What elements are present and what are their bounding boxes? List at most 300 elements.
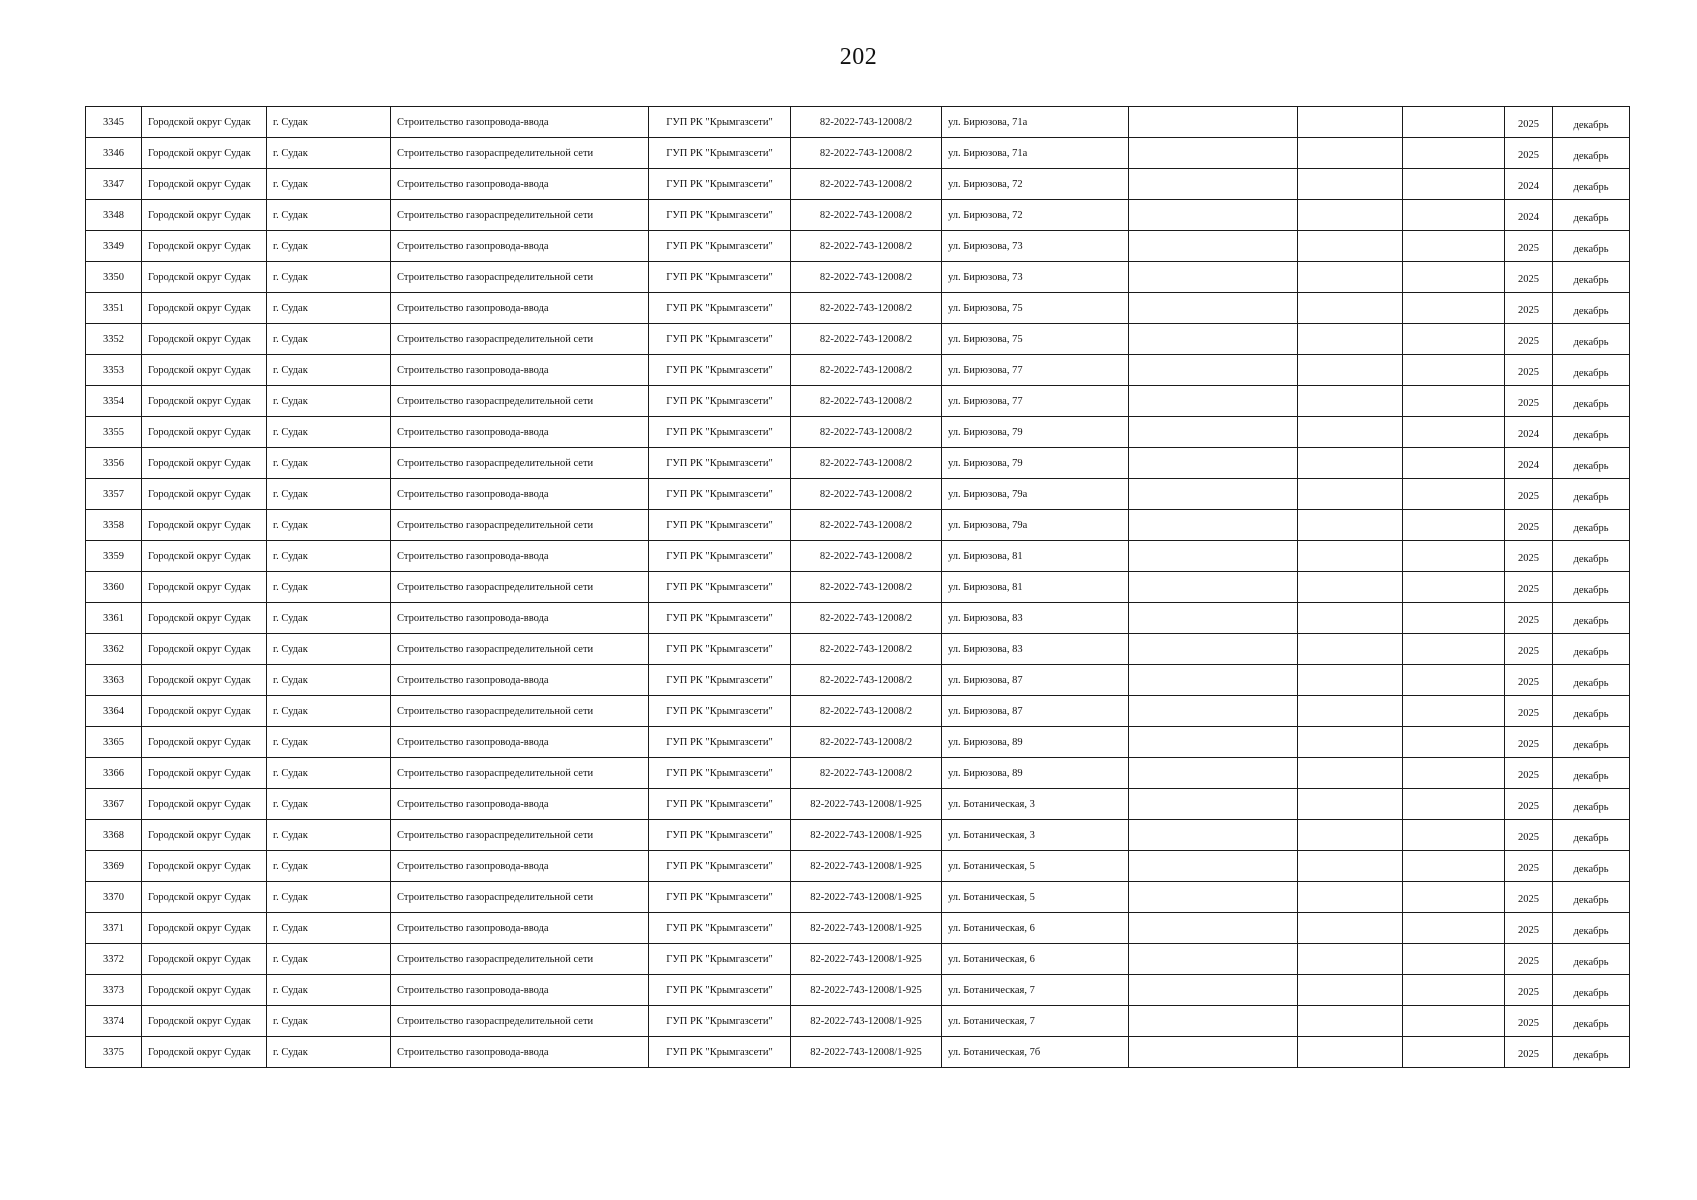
empty-cell-3: [1403, 138, 1505, 169]
empty-cell-2: [1298, 634, 1403, 665]
city-cell: г. Судак: [267, 696, 391, 727]
empty-cell-3: [1403, 820, 1505, 851]
table-row: [86, 572, 1630, 603]
year-cell: [1505, 975, 1553, 1006]
program-code-cell: 82-2022-743-12008/2: [791, 448, 942, 479]
empty-cell-2: [1298, 603, 1403, 634]
empty-cell-1: [1129, 107, 1298, 138]
address-cell: ул. Бирюзова, 73: [942, 231, 1129, 262]
address-cell: ул. Ботаническая, 7б: [942, 1037, 1129, 1068]
program-code-cell: 82-2022-743-12008/2: [791, 386, 942, 417]
program-code-cell: 82-2022-743-12008/2: [791, 572, 942, 603]
municipality-cell: Городской округ Судак: [142, 1006, 267, 1037]
organization-cell: ГУП РК "Крымгазсети": [649, 293, 791, 324]
month-text: декабрь: [1573, 770, 1609, 782]
municipality-cell: Городской округ Судак: [142, 200, 267, 231]
municipality-cell: Городской округ Судак: [142, 665, 267, 696]
empty-cell-3: [1403, 231, 1505, 262]
table-row: [86, 1006, 1630, 1037]
empty-cell-3: [1403, 851, 1505, 882]
program-code-cell: 82-2022-743-12008/2: [791, 169, 942, 200]
work-type-cell: Строительство газопровода-ввода: [391, 169, 649, 200]
table-row: [86, 169, 1630, 200]
table-row: [86, 200, 1630, 231]
table-row: [86, 138, 1630, 169]
city-cell: г. Судак: [267, 820, 391, 851]
empty-cell-3: [1403, 665, 1505, 696]
municipality-cell: Городской округ Судак: [142, 479, 267, 510]
organization-cell: ГУП РК "Крымгазсети": [649, 1006, 791, 1037]
empty-cell-2: [1298, 324, 1403, 355]
record-number-cell: 3358: [86, 510, 142, 541]
work-type-cell: Строительство газопровода-ввода: [391, 975, 649, 1006]
work-type-cell: Строительство газораспределительной сети: [391, 634, 649, 665]
program-code-cell: 82-2022-743-12008/2: [791, 324, 942, 355]
empty-cell-3: [1403, 944, 1505, 975]
record-number-cell: 3369: [86, 851, 142, 882]
municipality-cell: Городской округ Судак: [142, 169, 267, 200]
empty-cell-3: [1403, 1006, 1505, 1037]
work-type-cell: Строительство газопровода-ввода: [391, 417, 649, 448]
city-cell: г. Судак: [267, 789, 391, 820]
empty-cell-3: [1403, 386, 1505, 417]
table-row: [86, 634, 1630, 665]
record-number-cell: 3356: [86, 448, 142, 479]
empty-cell-3: [1403, 169, 1505, 200]
empty-cell-1: [1129, 510, 1298, 541]
empty-cell-2: [1298, 417, 1403, 448]
empty-cell-1: [1129, 417, 1298, 448]
address-cell: ул. Бирюзова, 75: [942, 324, 1129, 355]
city-cell: г. Судак: [267, 541, 391, 572]
address-cell: ул. Бирюзова, 81: [942, 541, 1129, 572]
program-code-cell: 82-2022-743-12008/1-925: [791, 851, 942, 882]
month-text: декабрь: [1573, 925, 1609, 937]
program-code-cell: 82-2022-743-12008/2: [791, 603, 942, 634]
table-row: [86, 541, 1630, 572]
year-cell: [1505, 169, 1553, 200]
record-number-cell: 3360: [86, 572, 142, 603]
address-cell: ул. Бирюзова, 89: [942, 758, 1129, 789]
municipality-cell: Городской округ Судак: [142, 944, 267, 975]
address-cell: ул. Ботаническая, 5: [942, 882, 1129, 913]
address-cell: ул. Бирюзова, 73: [942, 262, 1129, 293]
table-row: [86, 293, 1630, 324]
work-type-cell: Строительство газопровода-ввода: [391, 541, 649, 572]
work-type-cell: Строительство газораспределительной сети: [391, 696, 649, 727]
empty-cell-2: [1298, 944, 1403, 975]
year-cell: [1505, 634, 1553, 665]
address-cell: ул. Бирюзова, 81: [942, 572, 1129, 603]
empty-cell-2: [1298, 696, 1403, 727]
municipality-cell: Городской округ Судак: [142, 1037, 267, 1068]
empty-cell-3: [1403, 293, 1505, 324]
work-type-cell: Строительство газораспределительной сети: [391, 572, 649, 603]
city-cell: г. Судак: [267, 634, 391, 665]
municipality-cell: Городской округ Судак: [142, 696, 267, 727]
organization-cell: ГУП РК "Крымгазсети": [649, 355, 791, 386]
empty-cell-1: [1129, 820, 1298, 851]
work-type-cell: Строительство газораспределительной сети: [391, 386, 649, 417]
empty-cell-3: [1403, 789, 1505, 820]
year-text: 2025: [1518, 149, 1539, 161]
month-cell: [1553, 634, 1630, 665]
program-code-cell: 82-2022-743-12008/2: [791, 138, 942, 169]
organization-cell: ГУП РК "Крымгазсети": [649, 479, 791, 510]
work-type-cell: Строительство газопровода-ввода: [391, 293, 649, 324]
record-number-cell: 3357: [86, 479, 142, 510]
city-cell: г. Судак: [267, 758, 391, 789]
program-code-cell: 82-2022-743-12008/2: [791, 696, 942, 727]
year-cell: [1505, 789, 1553, 820]
record-number-cell: 3375: [86, 1037, 142, 1068]
month-cell: [1553, 758, 1630, 789]
year-cell: [1505, 727, 1553, 758]
record-number-cell: 3346: [86, 138, 142, 169]
empty-cell-1: [1129, 727, 1298, 758]
city-cell: г. Судак: [267, 510, 391, 541]
work-type-cell: Строительство газопровода-ввода: [391, 851, 649, 882]
work-type-cell: Строительство газопровода-ввода: [391, 231, 649, 262]
municipality-cell: Городской округ Судак: [142, 262, 267, 293]
year-text: 2025: [1518, 273, 1539, 285]
empty-cell-3: [1403, 324, 1505, 355]
municipality-cell: Городской округ Судак: [142, 293, 267, 324]
program-code-cell: 82-2022-743-12008/1-925: [791, 789, 942, 820]
work-type-cell: Строительство газораспределительной сети: [391, 1006, 649, 1037]
work-type-cell: Строительство газораспределительной сети: [391, 200, 649, 231]
table-row: [86, 696, 1630, 727]
month-cell: [1553, 169, 1630, 200]
municipality-cell: Городской округ Судак: [142, 572, 267, 603]
table-row: [86, 758, 1630, 789]
month-text: декабрь: [1573, 646, 1609, 658]
table-row: [86, 882, 1630, 913]
year-cell: [1505, 913, 1553, 944]
municipality-cell: Городской округ Судак: [142, 851, 267, 882]
municipality-cell: Городской округ Судак: [142, 324, 267, 355]
month-text: декабрь: [1573, 522, 1609, 534]
organization-cell: ГУП РК "Крымгазсети": [649, 262, 791, 293]
year-text: 2025: [1518, 955, 1539, 967]
year-cell: [1505, 479, 1553, 510]
empty-cell-3: [1403, 727, 1505, 758]
organization-cell: ГУП РК "Крымгазсети": [649, 510, 791, 541]
organization-cell: ГУП РК "Крымгазсети": [649, 975, 791, 1006]
month-cell: [1553, 975, 1630, 1006]
organization-cell: ГУП РК "Крымгазсети": [649, 851, 791, 882]
record-number-cell: 3364: [86, 696, 142, 727]
record-number-cell: 3370: [86, 882, 142, 913]
year-text: 2024: [1518, 180, 1539, 192]
city-cell: г. Судак: [267, 231, 391, 262]
table-row: [86, 448, 1630, 479]
year-cell: [1505, 696, 1553, 727]
work-type-cell: Строительство газопровода-ввода: [391, 665, 649, 696]
month-cell: [1553, 789, 1630, 820]
city-cell: г. Судак: [267, 324, 391, 355]
month-text: декабрь: [1573, 243, 1609, 255]
empty-cell-3: [1403, 479, 1505, 510]
year-cell: [1505, 324, 1553, 355]
year-cell: [1505, 665, 1553, 696]
table-row: [86, 231, 1630, 262]
empty-cell-1: [1129, 355, 1298, 386]
program-code-cell: 82-2022-743-12008/2: [791, 231, 942, 262]
gasification-registry-table: [85, 106, 1630, 1068]
month-cell: [1553, 727, 1630, 758]
empty-cell-1: [1129, 851, 1298, 882]
empty-cell-1: [1129, 665, 1298, 696]
month-cell: [1553, 324, 1630, 355]
record-number-cell: 3365: [86, 727, 142, 758]
city-cell: г. Судак: [267, 479, 391, 510]
city-cell: г. Судак: [267, 603, 391, 634]
organization-cell: ГУП РК "Крымгазсети": [649, 324, 791, 355]
city-cell: г. Судак: [267, 107, 391, 138]
year-text: 2025: [1518, 986, 1539, 998]
empty-cell-1: [1129, 479, 1298, 510]
month-cell: [1553, 820, 1630, 851]
empty-cell-2: [1298, 1037, 1403, 1068]
month-cell: [1553, 138, 1630, 169]
city-cell: г. Судак: [267, 169, 391, 200]
program-code-cell: 82-2022-743-12008/2: [791, 510, 942, 541]
program-code-cell: 82-2022-743-12008/2: [791, 665, 942, 696]
address-cell: ул. Бирюзова, 87: [942, 696, 1129, 727]
month-text: декабрь: [1573, 1049, 1609, 1061]
city-cell: г. Судак: [267, 386, 391, 417]
year-text: 2025: [1518, 1017, 1539, 1029]
organization-cell: ГУП РК "Крымгазсети": [649, 138, 791, 169]
empty-cell-1: [1129, 975, 1298, 1006]
table-row: [86, 417, 1630, 448]
year-cell: [1505, 138, 1553, 169]
program-code-cell: 82-2022-743-12008/2: [791, 355, 942, 386]
year-text: 2025: [1518, 831, 1539, 843]
empty-cell-2: [1298, 355, 1403, 386]
year-text: 2025: [1518, 676, 1539, 688]
year-text: 2025: [1518, 583, 1539, 595]
empty-cell-1: [1129, 789, 1298, 820]
organization-cell: ГУП РК "Крымгазсети": [649, 231, 791, 262]
month-cell: [1553, 541, 1630, 572]
table-row: [86, 727, 1630, 758]
empty-cell-1: [1129, 448, 1298, 479]
month-cell: [1553, 603, 1630, 634]
record-number-cell: 3363: [86, 665, 142, 696]
city-cell: г. Судак: [267, 913, 391, 944]
record-number-cell: 3350: [86, 262, 142, 293]
city-cell: г. Судак: [267, 355, 391, 386]
work-type-cell: Строительство газопровода-ввода: [391, 727, 649, 758]
address-cell: ул. Бирюзова, 87: [942, 665, 1129, 696]
year-text: 2025: [1518, 304, 1539, 316]
work-type-cell: Строительство газораспределительной сети: [391, 138, 649, 169]
municipality-cell: Городской округ Судак: [142, 789, 267, 820]
month-text: декабрь: [1573, 584, 1609, 596]
program-code-cell: 82-2022-743-12008/2: [791, 200, 942, 231]
table-row: [86, 975, 1630, 1006]
city-cell: г. Судак: [267, 417, 391, 448]
organization-cell: ГУП РК "Крымгазсети": [649, 696, 791, 727]
empty-cell-1: [1129, 913, 1298, 944]
record-number-cell: 3366: [86, 758, 142, 789]
year-text: 2025: [1518, 521, 1539, 533]
empty-cell-1: [1129, 603, 1298, 634]
year-text: 2025: [1518, 242, 1539, 254]
address-cell: ул. Бирюзова, 79а: [942, 510, 1129, 541]
address-cell: ул. Ботаническая, 3: [942, 820, 1129, 851]
program-code-cell: 82-2022-743-12008/1-925: [791, 913, 942, 944]
month-text: декабрь: [1573, 460, 1609, 472]
work-type-cell: Строительство газораспределительной сети: [391, 324, 649, 355]
empty-cell-1: [1129, 324, 1298, 355]
month-text: декабрь: [1573, 429, 1609, 441]
empty-cell-3: [1403, 1037, 1505, 1068]
empty-cell-2: [1298, 169, 1403, 200]
address-cell: ул. Бирюзова, 75: [942, 293, 1129, 324]
record-number-cell: 3361: [86, 603, 142, 634]
year-cell: [1505, 882, 1553, 913]
city-cell: г. Судак: [267, 882, 391, 913]
organization-cell: ГУП РК "Крымгазсети": [649, 665, 791, 696]
city-cell: г. Судак: [267, 1037, 391, 1068]
organization-cell: ГУП РК "Крымгазсети": [649, 107, 791, 138]
year-cell: [1505, 386, 1553, 417]
month-text: декабрь: [1573, 956, 1609, 968]
address-cell: ул. Бирюзова, 79а: [942, 479, 1129, 510]
year-cell: [1505, 448, 1553, 479]
year-text: 2024: [1518, 428, 1539, 440]
address-cell: ул. Бирюзова, 79: [942, 448, 1129, 479]
table-row: [86, 1037, 1630, 1068]
record-number-cell: 3373: [86, 975, 142, 1006]
table-row: [86, 479, 1630, 510]
year-text: 2025: [1518, 862, 1539, 874]
month-cell: [1553, 944, 1630, 975]
work-type-cell: Строительство газораспределительной сети: [391, 882, 649, 913]
table-row: [86, 851, 1630, 882]
empty-cell-2: [1298, 1006, 1403, 1037]
month-text: декабрь: [1573, 615, 1609, 627]
empty-cell-2: [1298, 665, 1403, 696]
table-row: [86, 603, 1630, 634]
empty-cell-2: [1298, 882, 1403, 913]
month-cell: [1553, 107, 1630, 138]
work-type-cell: Строительство газораспределительной сети: [391, 262, 649, 293]
table-row: [86, 913, 1630, 944]
address-cell: ул. Ботаническая, 7: [942, 1006, 1129, 1037]
table-row: [86, 820, 1630, 851]
month-text: декабрь: [1573, 801, 1609, 813]
year-cell: [1505, 944, 1553, 975]
empty-cell-2: [1298, 510, 1403, 541]
table-body: [86, 107, 1630, 1068]
municipality-cell: Городской округ Судак: [142, 603, 267, 634]
organization-cell: ГУП РК "Крымгазсети": [649, 417, 791, 448]
month-text: декабрь: [1573, 677, 1609, 689]
address-cell: ул. Бирюзова, 77: [942, 355, 1129, 386]
address-cell: ул. Бирюзова, 71а: [942, 107, 1129, 138]
address-cell: ул. Бирюзова, 89: [942, 727, 1129, 758]
empty-cell-2: [1298, 541, 1403, 572]
organization-cell: ГУП РК "Крымгазсети": [649, 913, 791, 944]
municipality-cell: Городской округ Судак: [142, 727, 267, 758]
empty-cell-2: [1298, 262, 1403, 293]
month-cell: [1553, 851, 1630, 882]
year-cell: [1505, 1037, 1553, 1068]
organization-cell: ГУП РК "Крымгазсети": [649, 820, 791, 851]
city-cell: г. Судак: [267, 138, 391, 169]
month-cell: [1553, 200, 1630, 231]
program-code-cell: 82-2022-743-12008/2: [791, 417, 942, 448]
program-code-cell: 82-2022-743-12008/2: [791, 293, 942, 324]
organization-cell: ГУП РК "Крымгазсети": [649, 882, 791, 913]
month-text: декабрь: [1573, 150, 1609, 162]
municipality-cell: Городской округ Судак: [142, 913, 267, 944]
empty-cell-3: [1403, 448, 1505, 479]
year-text: 2024: [1518, 459, 1539, 471]
program-code-cell: 82-2022-743-12008/2: [791, 107, 942, 138]
empty-cell-3: [1403, 541, 1505, 572]
empty-cell-2: [1298, 975, 1403, 1006]
year-text: 2025: [1518, 800, 1539, 812]
municipality-cell: Городской округ Судак: [142, 355, 267, 386]
record-number-cell: 3371: [86, 913, 142, 944]
year-cell: [1505, 107, 1553, 138]
empty-cell-1: [1129, 293, 1298, 324]
month-text: декабрь: [1573, 894, 1609, 906]
year-text: 2024: [1518, 211, 1539, 223]
empty-cell-3: [1403, 200, 1505, 231]
record-number-cell: 3355: [86, 417, 142, 448]
record-number-cell: 3345: [86, 107, 142, 138]
month-cell: [1553, 231, 1630, 262]
organization-cell: ГУП РК "Крымгазсети": [649, 572, 791, 603]
city-cell: г. Судак: [267, 293, 391, 324]
organization-cell: ГУП РК "Крымгазсети": [649, 944, 791, 975]
empty-cell-1: [1129, 758, 1298, 789]
municipality-cell: Городской округ Судак: [142, 231, 267, 262]
month-text: декабрь: [1573, 863, 1609, 875]
municipality-cell: Городской округ Судак: [142, 882, 267, 913]
empty-cell-1: [1129, 882, 1298, 913]
organization-cell: ГУП РК "Крымгазсети": [649, 1037, 791, 1068]
month-text: декабрь: [1573, 398, 1609, 410]
empty-cell-2: [1298, 789, 1403, 820]
record-number-cell: 3368: [86, 820, 142, 851]
month-cell: [1553, 479, 1630, 510]
city-cell: г. Судак: [267, 665, 391, 696]
empty-cell-3: [1403, 417, 1505, 448]
empty-cell-1: [1129, 1006, 1298, 1037]
empty-cell-2: [1298, 293, 1403, 324]
table-row: [86, 510, 1630, 541]
month-cell: [1553, 1037, 1630, 1068]
month-text: декабрь: [1573, 181, 1609, 193]
program-code-cell: 82-2022-743-12008/1-925: [791, 944, 942, 975]
month-cell: [1553, 386, 1630, 417]
work-type-cell: Строительство газопровода-ввода: [391, 603, 649, 634]
municipality-cell: Городской округ Судак: [142, 386, 267, 417]
work-type-cell: Строительство газопровода-ввода: [391, 913, 649, 944]
city-cell: г. Судак: [267, 851, 391, 882]
record-number-cell: 3347: [86, 169, 142, 200]
empty-cell-2: [1298, 913, 1403, 944]
municipality-cell: Городской округ Судак: [142, 975, 267, 1006]
empty-cell-2: [1298, 107, 1403, 138]
